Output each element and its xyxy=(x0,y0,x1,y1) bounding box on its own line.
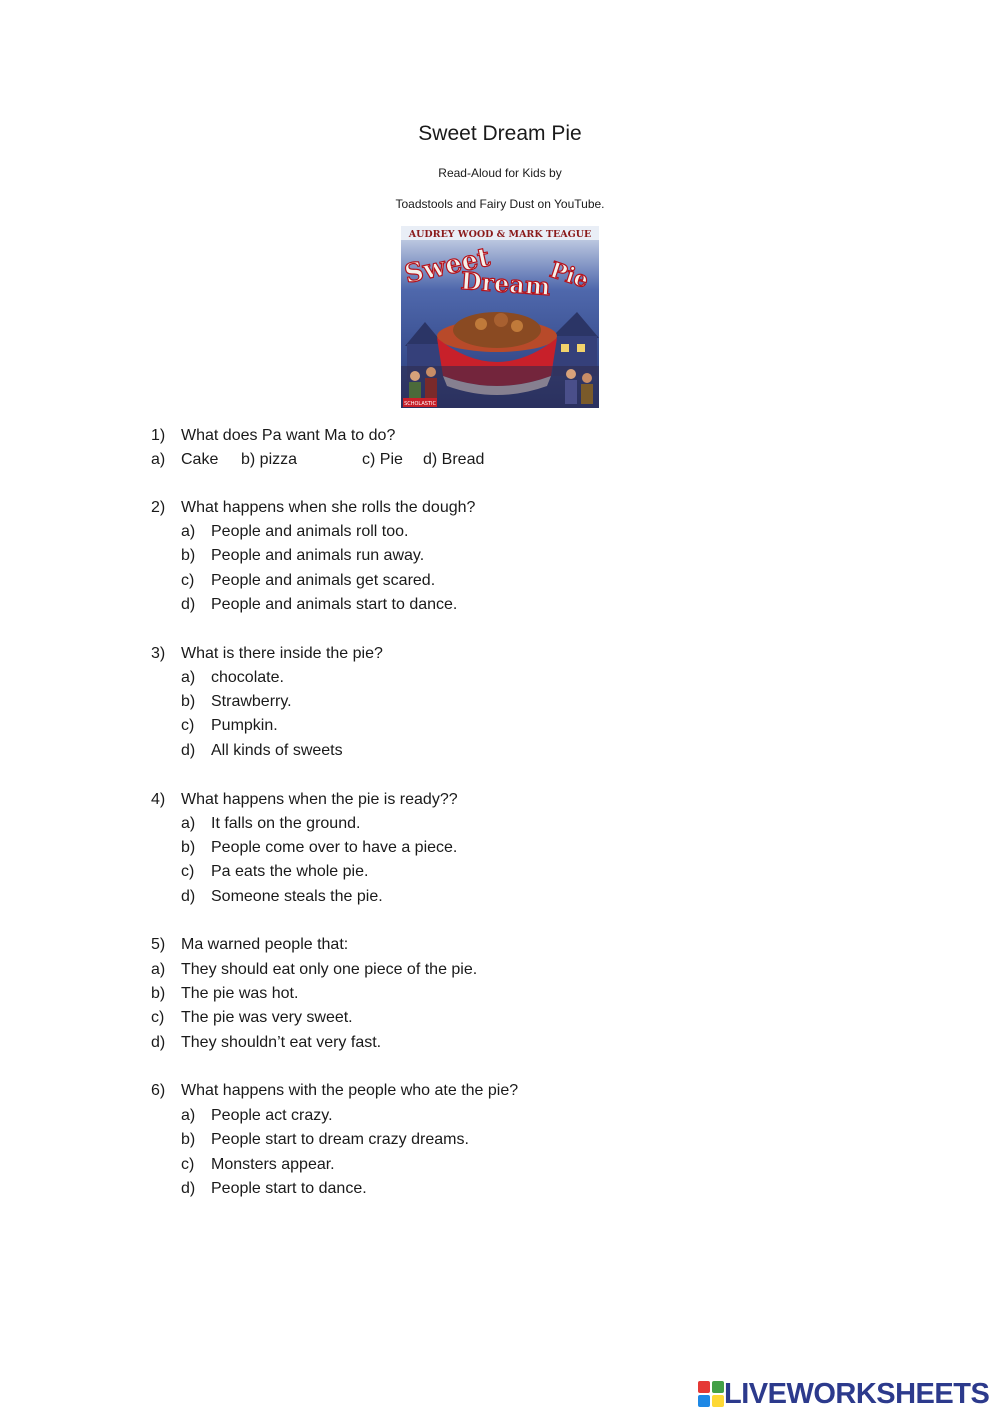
option-text: People start to dream crazy dreams. xyxy=(211,1131,469,1148)
cover-title-word-2: Dream xyxy=(459,265,552,302)
option-text: Pumpkin. xyxy=(211,717,278,734)
question-number: 2) xyxy=(151,499,166,516)
option-letter: a) xyxy=(151,451,166,468)
liveworksheets-logo-text: LIVEWORKSHEETS xyxy=(724,1377,990,1410)
question-number: 5) xyxy=(151,936,166,953)
option-text: People and animals start to dance. xyxy=(211,596,458,613)
liveworksheets-logo-icon xyxy=(698,1381,724,1407)
subtitle-line-1: Read-Aloud for Kids by xyxy=(438,166,562,180)
option-text: They shouldn’t eat very fast. xyxy=(181,1034,382,1051)
option-text: People come over to have a piece. xyxy=(211,839,458,856)
option-text: Pa eats the whole pie. xyxy=(211,863,369,880)
option-text: Someone steals the pie. xyxy=(211,888,383,905)
option-letter: c) xyxy=(181,572,195,589)
cover-authors: AUDREY WOOD & MARK TEAGUE xyxy=(408,229,592,240)
question-number: 1) xyxy=(151,427,166,444)
question-text: What does Pa want Ma to do? xyxy=(181,427,396,444)
question-text: What happens when the pie is ready?? xyxy=(181,791,458,808)
option-text: People and animals roll too. xyxy=(211,523,409,540)
option-letter: c) xyxy=(181,717,195,734)
liveworksheets-logo[interactable] xyxy=(698,1378,989,1410)
question-number: 4) xyxy=(151,791,166,808)
option-letter: d) xyxy=(181,596,196,613)
option-letter: c) xyxy=(181,863,195,880)
option-letter: b) xyxy=(181,839,196,856)
question-number: 6) xyxy=(151,1082,166,1099)
question-text: Ma warned people that: xyxy=(181,936,349,953)
question-text: What happens with the people who ate the pie? xyxy=(181,1082,519,1099)
option-letter: b) xyxy=(181,1131,196,1148)
option-text: People act crazy. xyxy=(211,1107,333,1124)
option-text: They should eat only one piece of the pie. xyxy=(181,961,478,978)
option-text: People start to dance. xyxy=(211,1180,367,1197)
option-letter: a) xyxy=(181,669,196,686)
option-letter: c) xyxy=(181,1156,195,1173)
option-text: People and animals run away. xyxy=(211,547,425,564)
option-letter: d) xyxy=(151,1034,166,1051)
question-number: 3) xyxy=(151,645,166,662)
option-letter: a) xyxy=(181,523,196,540)
page-title: Sweet Dream Pie xyxy=(418,122,582,145)
question-text: What is there inside the pie? xyxy=(181,645,383,662)
option-c[interactable]: c) Pie xyxy=(362,451,403,468)
option-letter: b) xyxy=(151,985,166,1002)
option-letter: b) xyxy=(181,547,196,564)
option-b[interactable]: b) pizza xyxy=(241,451,298,468)
option-text: All kinds of sweets xyxy=(211,742,343,759)
option-letter: c) xyxy=(151,1009,165,1026)
cover-title-word-1: Sweet xyxy=(402,242,493,290)
question-text: What happens when she rolls the dough? xyxy=(181,499,476,516)
option-letter: d) xyxy=(181,888,196,905)
option-text: Strawberry. xyxy=(211,693,292,710)
subtitle-line-2: Toadstools and Fairy Dust on YouTube. xyxy=(395,197,605,211)
option-letter: d) xyxy=(181,742,196,759)
option-text: The pie was very sweet. xyxy=(181,1009,353,1026)
option-a[interactable]: Cake xyxy=(181,451,219,468)
option-letter: b) xyxy=(181,693,196,710)
option-text: The pie was hot. xyxy=(181,985,299,1002)
option-letter: d) xyxy=(181,1180,196,1197)
option-letter: a) xyxy=(151,961,166,978)
option-text: chocolate. xyxy=(211,669,284,686)
option-d[interactable]: d) Bread xyxy=(423,451,485,468)
cover-title-word-3: Pie xyxy=(546,256,592,294)
option-text: People and animals get scared. xyxy=(211,572,436,589)
option-letter: a) xyxy=(181,1107,196,1124)
cover-publisher: SCHOLASTIC xyxy=(404,401,436,407)
book-cover-image xyxy=(401,226,599,408)
option-text: Monsters appear. xyxy=(211,1156,335,1173)
option-letter: a) xyxy=(181,815,196,832)
option-text: It falls on the ground. xyxy=(211,815,361,832)
